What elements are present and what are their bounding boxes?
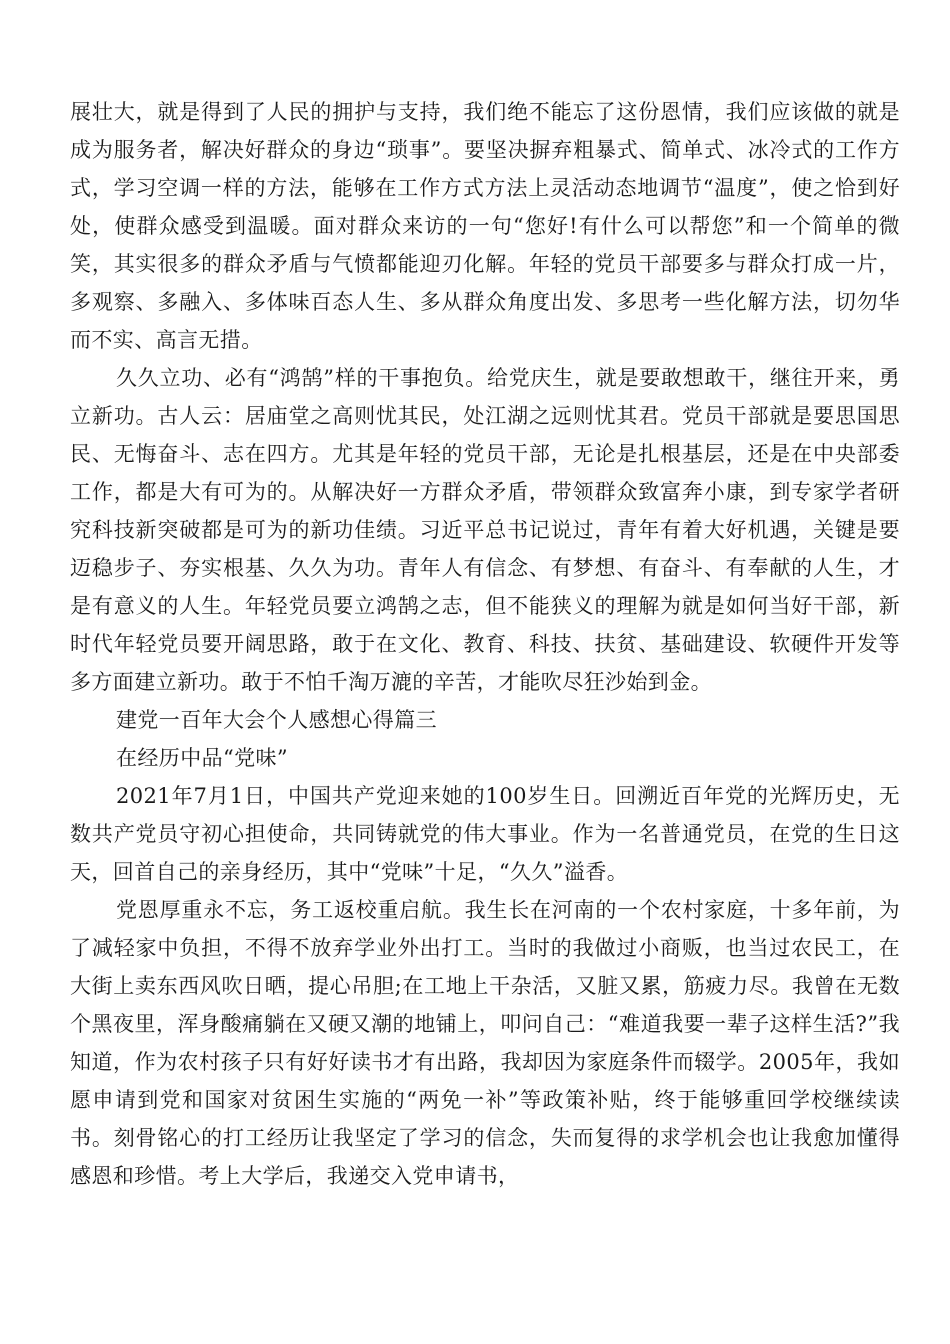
body-paragraph: 2021年7月1日，中国共产党迎来她的100岁生日。回溯近百年党的光辉历史，无数共产党员守初心担使命，共同铸就党的伟大事业。作为一名普通党员，在党的生日这天，回首自己的亲身经历，其中“党味”十足，“久久”溢香。 (70, 784, 900, 884)
body-paragraph: 展壮大，就是得到了人民的拥护与支持，我们绝不能忘了这份恩情，我们应该做的就是成为服务者，解决好群众的身边“琐事”。要坚决摒弃粗暴式、简单式、冰冷式的工作方式，学习空调一样的方法，能够在工作方式方法上灵活动态地调节“温度”，使之恰到好处，使群众感受到温暖。面对群众来访的一句“您好!有什么可以帮您”和一个简单的微笑，其实很多的群众矛盾与气愤都能迎刃化解。年轻的党员干部要多与群众打成一片，多观察、多融入、多体味百态人生、多从群众角度出发、多思考一些化解方法，切勿华而不实、高言无措。 (70, 100, 900, 352)
section-subtitle: 在经历中品“党味” (116, 746, 289, 770)
body-paragraph: 党恩厚重永不忘，务工返校重启航。我生长在河南的一个农村家庭，十多年前，为了减轻家中负担，不得不放弃学业外出打工。当时的我做过小商贩，也当过农民工，在大街上卖东西风吹日晒，提心吊胆;在工地上干杂活，又脏又累，筋疲力尽。我曾在无数个黑夜里，浑身酸痛躺在又硬又潮的地铺上，叩问自己：“难道我要一辈子这样生活?”我知道，作为农村孩子只有好好读书才有出路，我却因为家庭条件而辍学。2005年，我如愿申请到党和国家对贫困生实施的“两免一补”等政策补贴，终于能够重回学校继续读书。刻骨铭心的打工经历让我坚定了学习的信念，失而复得的求学机会也让我愈加懂得感恩和珍惜。考上大学后，我递交入党申请书， (70, 898, 900, 1188)
document-page (70, 93, 900, 1195)
section-title: 建党一百年大会个人感想心得篇三 (116, 708, 437, 732)
body-paragraph: 久久立功、必有“鸿鹄”样的干事抱负。给党庆生，就是要敢想敢干，继往开来，勇立新功。古人云：居庙堂之高则忧其民，处江湖之远则忧其君。党员干部就是要思国思民、无悔奋斗、志在四方。尤其是年轻的党员干部，无论是扎根基层，还是在中央部委工作，都是大有可为的。从解决好一方群众矛盾，带领群众致富奔小康，到专家学者研究科技新突破都是可为的新功佳绩。习近平总书记说过，青年有着大好机遇，关键是要迈稳步子、夯实根基、久久为功。青年人有信念、有梦想、有奋斗、有奉献的人生，才是有意义的人生。年轻党员要立鸿鹄之志，但不能狭义的理解为就是如何当好干部，新时代年轻党员要开阔思路，敢于在文化、教育、科技、扶贫、基础建设、软硬件开发等多方面建立新功。敢于不怕千淘万漉的辛苦，才能吹尽狂沙始到金。 (70, 366, 900, 694)
